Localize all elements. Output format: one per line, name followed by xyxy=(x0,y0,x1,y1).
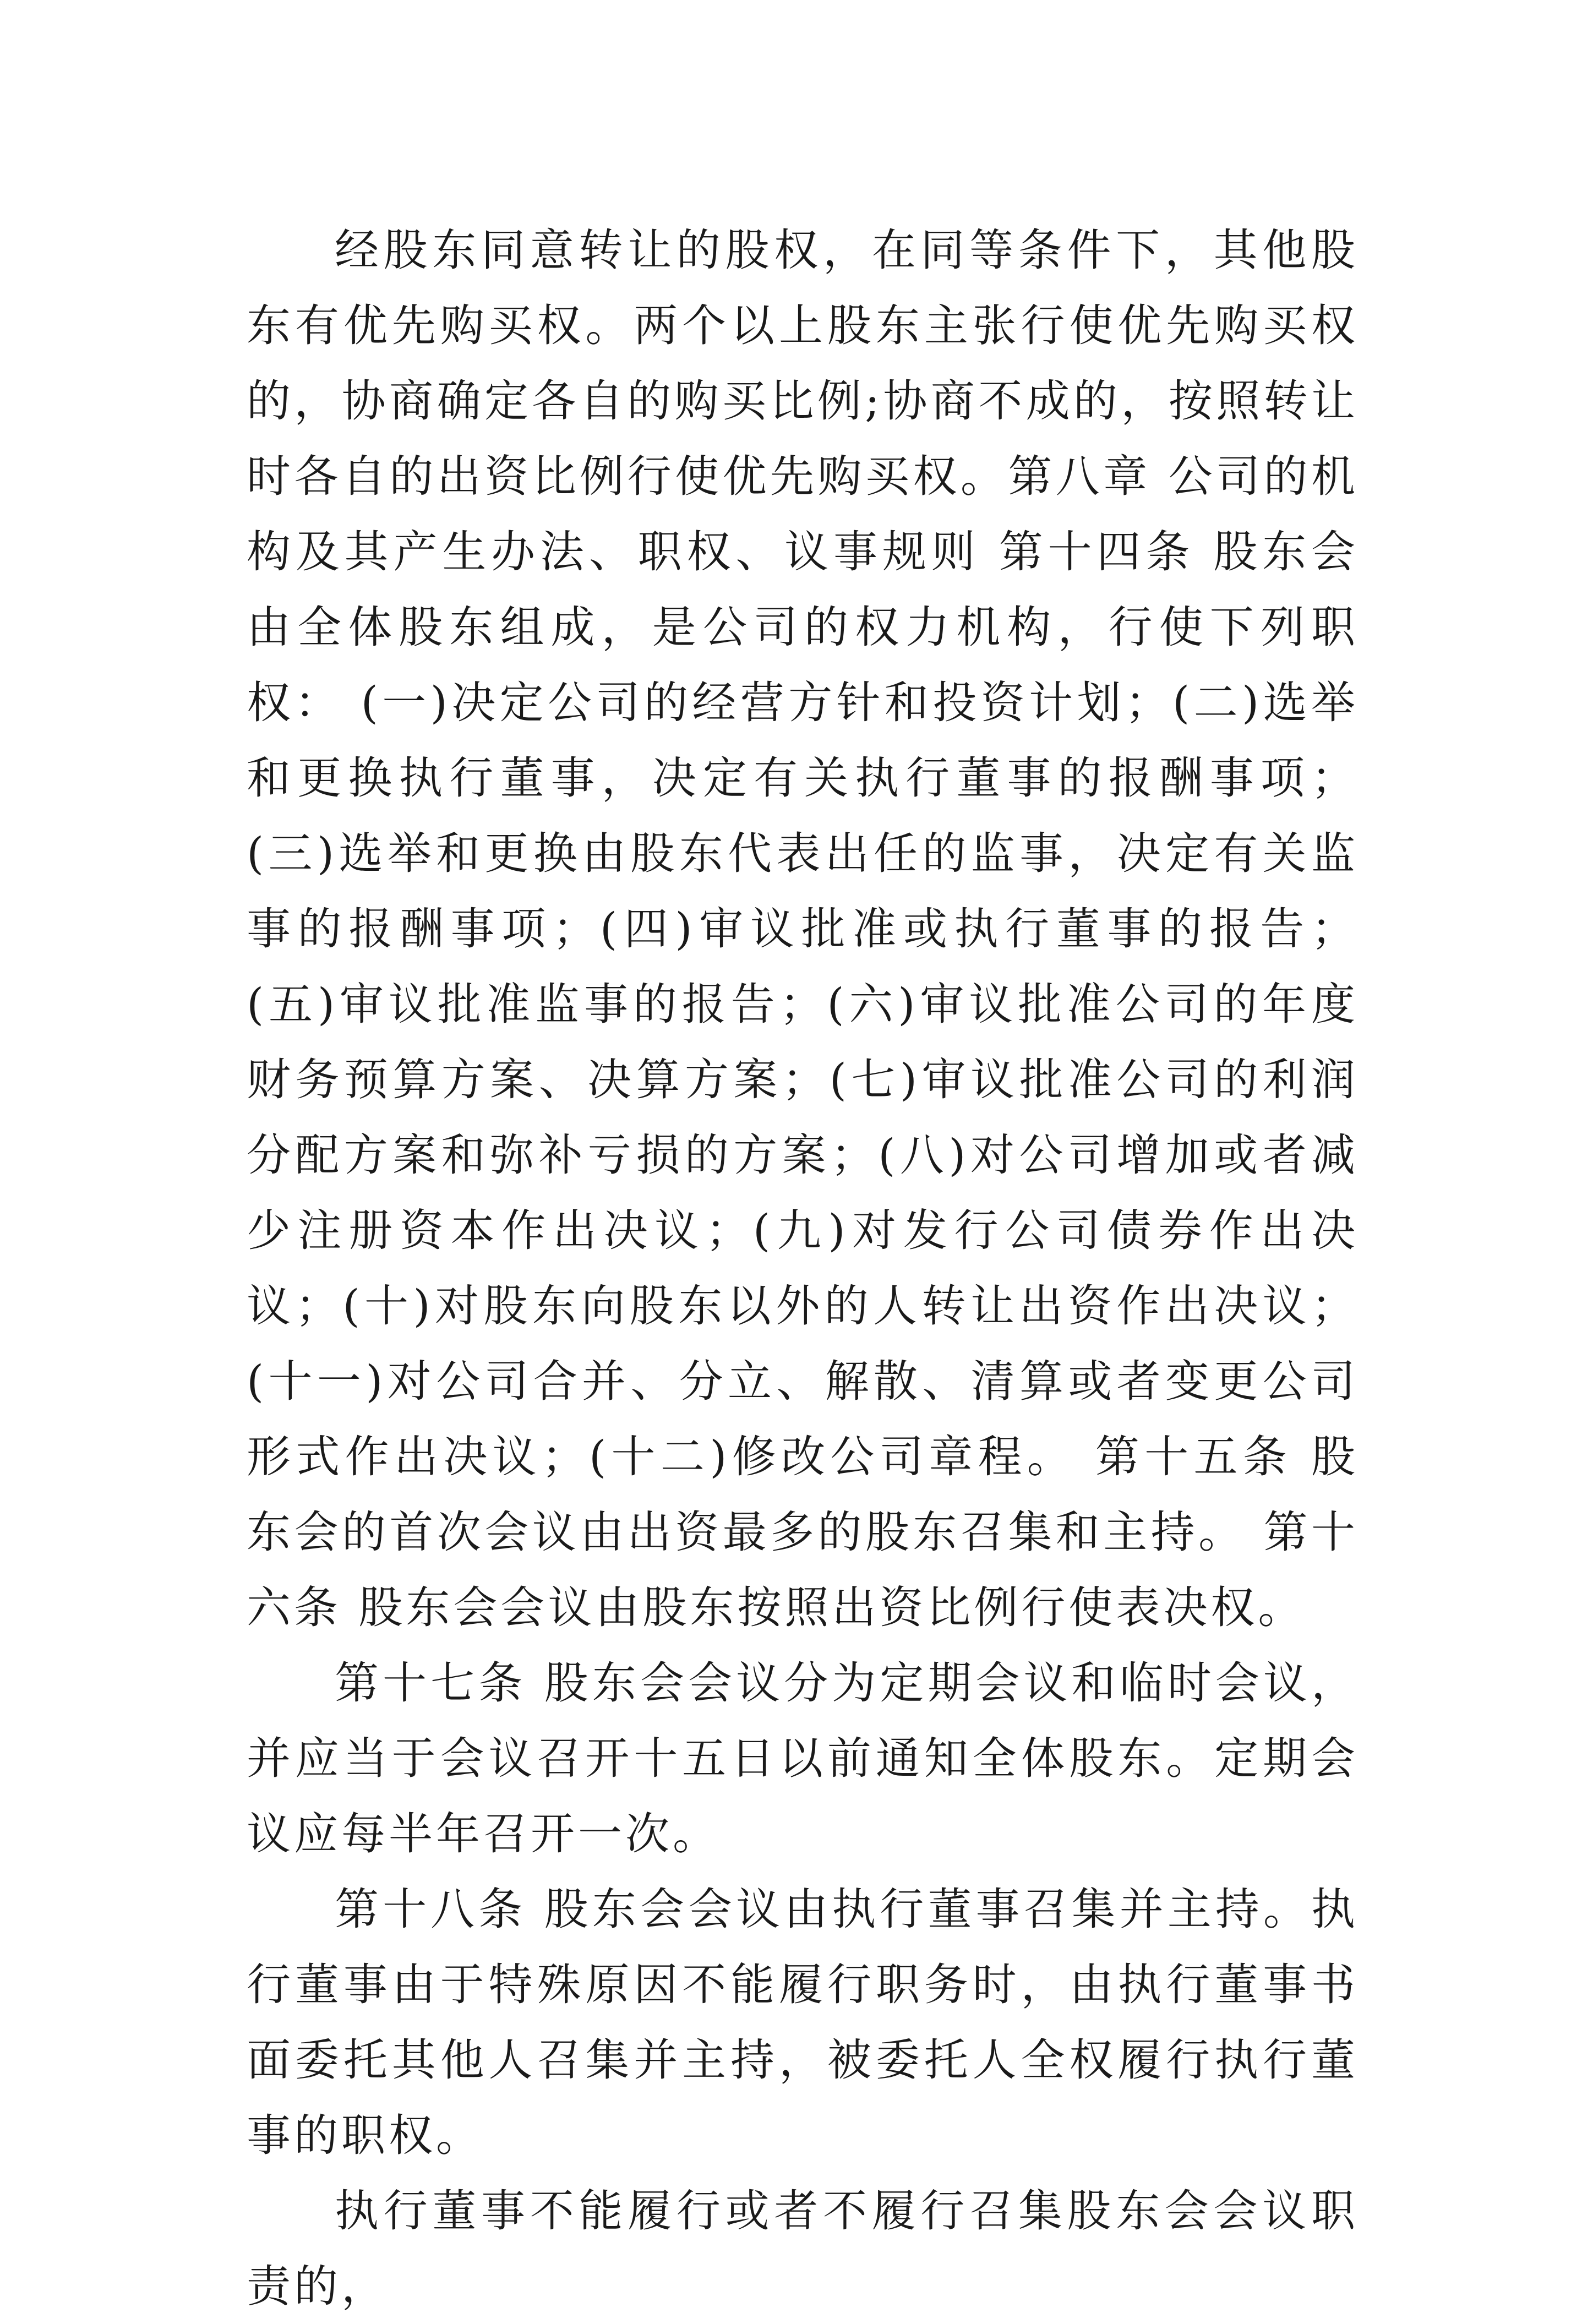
paragraph-share-transfer: 经股东同意转让的股权，在同等条件下，其他股东有优先购买权。两个以上股东主张行使优先购买权的，协商确定各自的购买比例;协商不成的，按照转让时各自的出资比例行使优先购买权。第八章 公司的机构及其产生办法、职权、议事规则 第十四条 股东会由全体股东组成，是公司的权力机构，行使下列职权： (一)决定公司的经营方针和投资计划；(二)选举和更换执行董事，决定有关执行董事的报酬事项；(三)选举和更换由股东代表出任的监事，决定有关监事的报酬事项；(四)审议批准或执行董事的报告；(五)审议批准监事的报告；(六)审议批准公司的年度财务预算方案、决算方案；(七)审议批准公司的利润分配方案和弥补亏损的方案；(八)对公司增加或者减少注册资本作出决议；(九)对发行公司债券作出决议；(十)对股东向股东以外的人转让出资作出决议；(十一)对公司合并、分立、解散、清算或者变更公司形式作出决议；(十二)修改公司章程。 第十五条 股东会的首次会议由出资最多的股东召集和主持。 第十六条 股东会会议由股东按照出资比例行使表决权。 xyxy=(247,225,1359,1633)
paragraph-article-18: 第十八条 股东会会议由执行董事召集并主持。执行董事由于特殊原因不能履行职务时，由执行董事书面委托其他人召集并主持，被委托人全权履行执行董事的职权。 xyxy=(247,1884,1359,2161)
document-body xyxy=(247,212,1359,2324)
paragraph-article-17: 第十七条 股东会会议分为定期会议和临时会议，并应当于会议召开十五日以前通知全体股东。定期会议应每半年召开一次。 xyxy=(247,1657,1359,1859)
paragraph-executive-director: 执行董事不能履行或者不履行召集股东会会议职责的， xyxy=(247,2185,1359,2312)
